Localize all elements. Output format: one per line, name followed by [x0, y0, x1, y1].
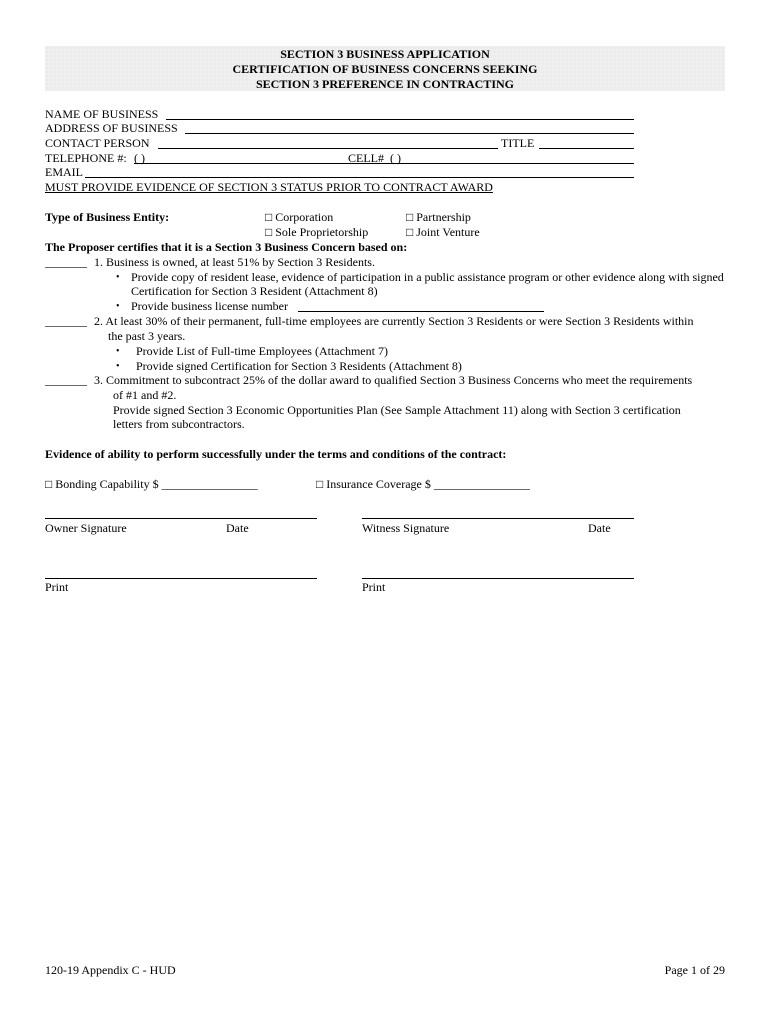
telephone-line[interactable] [134, 163, 634, 164]
header-title-line1: SECTION 3 BUSINESS APPLICATION [280, 47, 490, 61]
witness-print-label: Print [362, 580, 386, 594]
evidence-heading: Evidence of ability to perform successfully under the terms and conditions of the contract: [45, 447, 507, 461]
header-title-line2: CERTIFICATION OF BUSINESS CONCERNS SEEKING [232, 62, 538, 76]
title-label: TITLE [501, 136, 535, 150]
owner-date-label: Date [226, 521, 249, 535]
partnership-option[interactable] [406, 210, 471, 225]
witness-print-line[interactable] [362, 578, 634, 579]
witness-signature-label: Witness Signature [362, 521, 450, 535]
partnership-checkbox-icon[interactable]: □ [406, 210, 414, 224]
owner-print-label: Print [45, 580, 69, 594]
item3-blank[interactable]: _______ [45, 373, 87, 387]
cell-paren: ( ) [390, 151, 401, 165]
item2-bullet2: Provide signed Certification for Section 3 Residents (Attachment 8) [136, 359, 462, 373]
witness-signature-line[interactable] [362, 518, 634, 519]
sole-proprietorship-option[interactable] [265, 225, 368, 240]
item3-line1: 3. Commitment to subcontract 25% of the dollar award to qualified Section 3 Business Concerns who meet the requirements [94, 373, 693, 387]
telephone-paren: ( ) [134, 151, 145, 165]
bullet-icon: • [116, 272, 120, 283]
item3-line2: of #1 and #2. [113, 388, 177, 402]
insurance-coverage-field[interactable]: □ Insurance Coverage $ ________________ [316, 477, 530, 491]
telephone-label: TELEPHONE #: [45, 151, 127, 165]
business-name-line[interactable] [166, 119, 634, 120]
partnership-label: Partnership [416, 210, 471, 224]
joint-venture-checkbox-icon[interactable]: □ [406, 225, 414, 239]
footer-document-id: 120-19 Appendix C - HUD [45, 963, 176, 977]
item2-blank[interactable]: _______ [45, 314, 87, 328]
owner-signature-line[interactable] [45, 518, 317, 519]
item2-line1: 2. At least 30% of their permanent, full-time employees are currently Section 3 Residents or were Section 3 Residents within [94, 314, 694, 328]
footer-page-number: Page 1 of 29 [664, 963, 725, 977]
bullet-icon: • [116, 361, 120, 372]
joint-venture-option[interactable] [406, 225, 480, 240]
bullet-icon: • [116, 301, 120, 312]
item3-line3: Provide signed Section 3 Economic Opportunities Plan (See Sample Attachment 11) along with Section 3 certification [113, 403, 681, 417]
item1-bullet1-line1: Provide copy of resident lease, evidence of participation in a public assistance program or other evidence along with signed [131, 270, 724, 284]
business-address-line[interactable] [185, 133, 634, 134]
certifies-heading: The Proposer certifies that it is a Section 3 Business Concern based on: [45, 240, 408, 254]
cell-label: CELL# [348, 151, 384, 165]
item3-line4: letters from subcontractors. [113, 417, 245, 431]
entity-type-label: Type of Business Entity: [45, 210, 170, 224]
sole-proprietorship-checkbox-icon[interactable]: □ [265, 225, 273, 239]
bonding-capability-field[interactable]: □ Bonding Capability $ ________________ [45, 477, 258, 491]
corporation-option[interactable] [265, 210, 333, 225]
sole-proprietorship-label: Sole Proprietorship [275, 225, 369, 239]
business-license-line[interactable] [298, 311, 544, 312]
email-label: EMAIL [45, 165, 83, 179]
owner-signature-label: Owner Signature [45, 521, 127, 535]
item2-line2: the past 3 years. [108, 329, 186, 343]
title-line[interactable] [539, 148, 634, 149]
business-address-label: ADDRESS OF BUSINESS [45, 121, 178, 135]
contact-person-label: CONTACT PERSON [45, 136, 150, 150]
item1-bullet1-line2: Certification for Section 3 Resident (Attachment 8) [131, 284, 378, 298]
business-name-label: NAME OF BUSINESS [45, 107, 159, 121]
contact-person-line[interactable] [158, 148, 498, 149]
corporation-label: Corporation [275, 210, 334, 224]
header-title-line3: SECTION 3 PREFERENCE IN CONTRACTING [255, 77, 515, 91]
owner-print-line[interactable] [45, 578, 317, 579]
bullet-icon: • [116, 346, 120, 357]
item1-blank[interactable]: _______ [45, 255, 87, 269]
item1-text: 1. Business is owned, at least 51% by Section 3 Residents. [94, 255, 375, 269]
corporation-checkbox-icon[interactable]: □ [265, 210, 273, 224]
joint-venture-label: Joint Venture [416, 225, 480, 239]
item2-bullet1: Provide List of Full-time Employees (Attachment 7) [136, 344, 388, 358]
witness-date-label: Date [588, 521, 611, 535]
item1-bullet2: Provide business license number [131, 299, 288, 313]
email-line[interactable] [85, 177, 634, 178]
must-provide-notice: MUST PROVIDE EVIDENCE OF SECTION 3 STATUS PRIOR TO CONTRACT AWARD [45, 180, 493, 194]
